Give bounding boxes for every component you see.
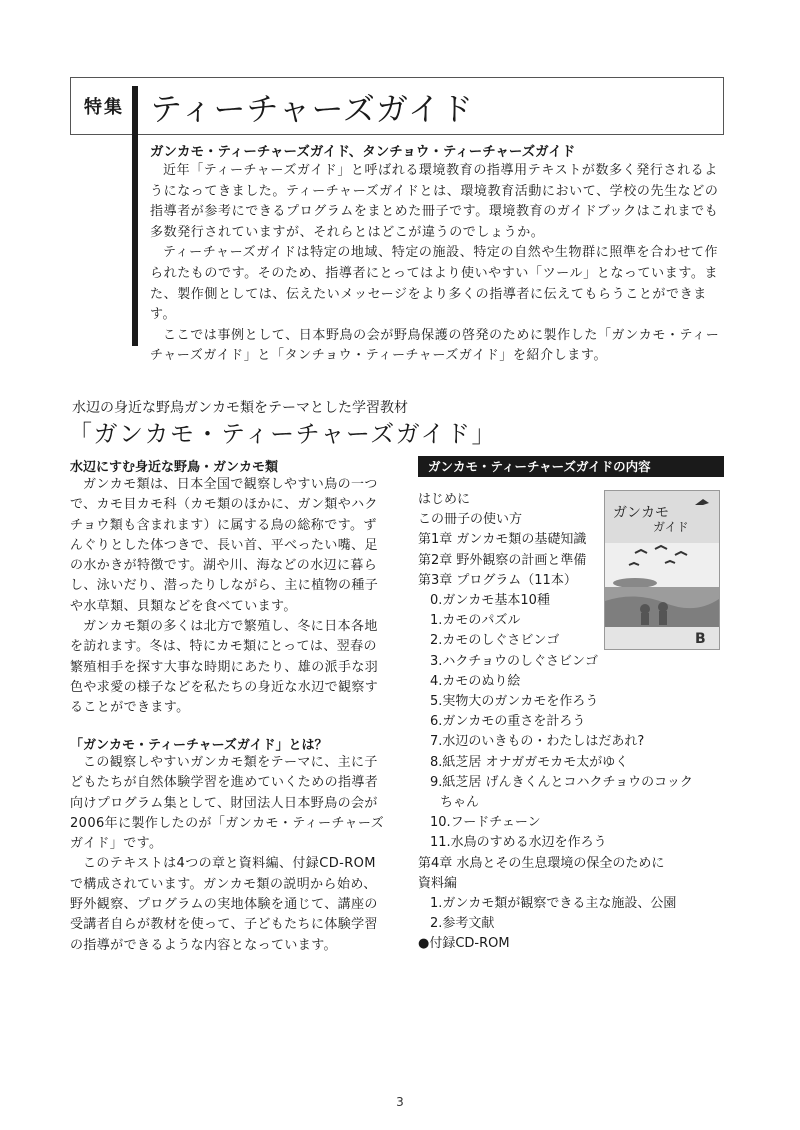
contents-heading: ガンカモ・ティーチャーズガイドの内容 — [418, 456, 724, 477]
intro-paragraph: ティーチャーズガイドは特定の地域、特定の施設、特定の自然や生物群に照準を合わせて作られたものです。そのため、指導者にとってはより使いやすい「ツール」となっています。また、製作側としては、伝えたいメッセージをより多くの指導者に伝えてもらうことができます。 — [150, 245, 719, 323]
section-title: 「ガンカモ・ティーチャーズガイド」 — [68, 420, 497, 448]
feature-accent-bar — [132, 86, 138, 346]
toc-item: ●付録CD-ROM — [418, 936, 510, 952]
toc-item: 資料編 — [418, 875, 458, 891]
left-text-2 — [70, 753, 384, 956]
intro-paragraph: ここでは事例として、日本野鳥の会が野鳥保護の啓発のために製作した「ガンカモ・ティーチャーズガイド」と「タンチョウ・ティーチャーズガイド」を紹介します。 — [150, 327, 720, 364]
toc-item: この冊子の使い方 — [418, 512, 523, 528]
toc-item: 9.紙芝居 げんきくんとコハクチョウのコック — [430, 774, 693, 790]
toc-item: 1.ガンカモ類が観察できる主な施設、公園 — [430, 896, 677, 912]
feature-title: ティーチャーズガイド — [150, 90, 474, 128]
toc-item: 0.ガンカモ基本10種 — [430, 593, 550, 609]
toc-item: 第4章 水鳥とその生息環境の保全のために — [418, 855, 665, 871]
body-paragraph: このテキストは4つの章と資料編、付録CD-ROMで構成されています。ガンカモ類の説明から始め、野外観察、プログラムの実地体験を通じて、講座の受講者自らが教材を使って、子どもたちに体験学習の指導ができるような内容となっています。 — [70, 856, 378, 953]
toc-item: 8.紙芝居 オナガガモカモ太がゆく — [430, 754, 629, 770]
toc-item: 5.実物大のガンカモを作ろう — [430, 694, 599, 710]
toc-item: 4.カモのぬり絵 — [430, 673, 521, 689]
body-paragraph: ガンカモ類は、日本全国で観察しやすい鳥の一つで、カモ目カモ科（カモ類のほかに、ガン類やハクチョウ類も含まれます）に属する鳥の総称です。ずんぐりとした体つきで、長い首、平べったい嘴、足の水かきが特徴です。湖や川、海などの水辺に暮らし、泳いだり、潜ったりしながら、主に植物の種子や水草類、貝類などを食べています。 — [70, 477, 379, 614]
cover-title: ガイド — [653, 520, 689, 534]
left-heading-2: 「ガンカモ・ティーチャーズガイド」とは？ — [70, 738, 328, 753]
intro-paragraph: 近年「ティーチャーズガイド」と呼ばれる環境教育の指導用テキストが数多く発行されるようになってきました。ティーチャーズガイドとは、環境教育活動において、学校の先生などの指導者が参考にできるプログラムをまとめた冊子です。環境教育のガイドブックはこれまでも多数発行されていますが、それらとはどこが違うのでしょうか。 — [150, 163, 719, 240]
section-kicker: 水辺の身近な野鳥ガンカモ類をテーマとした学習教材 — [72, 400, 408, 416]
guide-cover-image — [604, 490, 720, 650]
intro-text — [150, 161, 722, 367]
toc-item: 2.参考文献 — [430, 916, 495, 932]
intro-subtitle: ガンカモ・ティーチャーズガイド、タンチョウ・ティーチャーズガイド — [150, 144, 576, 160]
toc-item: 第1章 ガンカモ類の基礎知識 — [418, 532, 587, 548]
toc-item: はじめに — [418, 492, 471, 507]
toc-item: 第2章 野外観察の計画と準備 — [418, 552, 587, 568]
toc-item: 1.カモのパズル — [430, 613, 521, 629]
toc-item: 第3章 プログラム（11本） — [418, 572, 577, 588]
toc-item: 7.水辺のいきもの・わたしはだあれ? — [430, 734, 645, 750]
toc-item: 2.カモのしぐさビンゴ — [430, 633, 560, 649]
cover-illustration — [605, 491, 719, 649]
toc-item: 11.水鳥のすめる水辺を作ろう — [430, 835, 607, 851]
left-heading-1: 水辺にすむ身近な野鳥・ガンカモ類 — [70, 460, 279, 475]
body-paragraph: この観察しやすいガンカモ類をテーマに、主に子どもたちが自然体験学習を進めていくための指導者向けプログラム集として、財団法人日本野鳥の会が2006年に製作したのが「ガンカモ・ティーチャーズガイド」です。 — [70, 755, 385, 852]
page-number: 3 — [396, 1095, 404, 1109]
toc-item: 10.フードチェーン — [430, 815, 541, 831]
cover-badge: B — [695, 631, 706, 647]
toc-item: 3.ハクチョウのしぐさビンゴ — [430, 653, 599, 669]
toc-item: ちゃん — [440, 795, 480, 811]
feature-tag: 特集 — [84, 97, 124, 118]
left-text-1 — [70, 475, 384, 719]
body-paragraph: ガンカモ類の多くは北方で繁殖し、冬に日本各地を訪れます。冬は、特にカモ類にとっては、翌春の繁殖相手を探す大事な時期にあたり、雄の派手な羽色や求愛の様子などを私たちの身近な水辺で観察することができます。 — [70, 619, 379, 716]
cover-title: ガンカモ — [613, 505, 669, 521]
toc-item: 6.ガンカモの重さを計ろう — [430, 714, 586, 730]
